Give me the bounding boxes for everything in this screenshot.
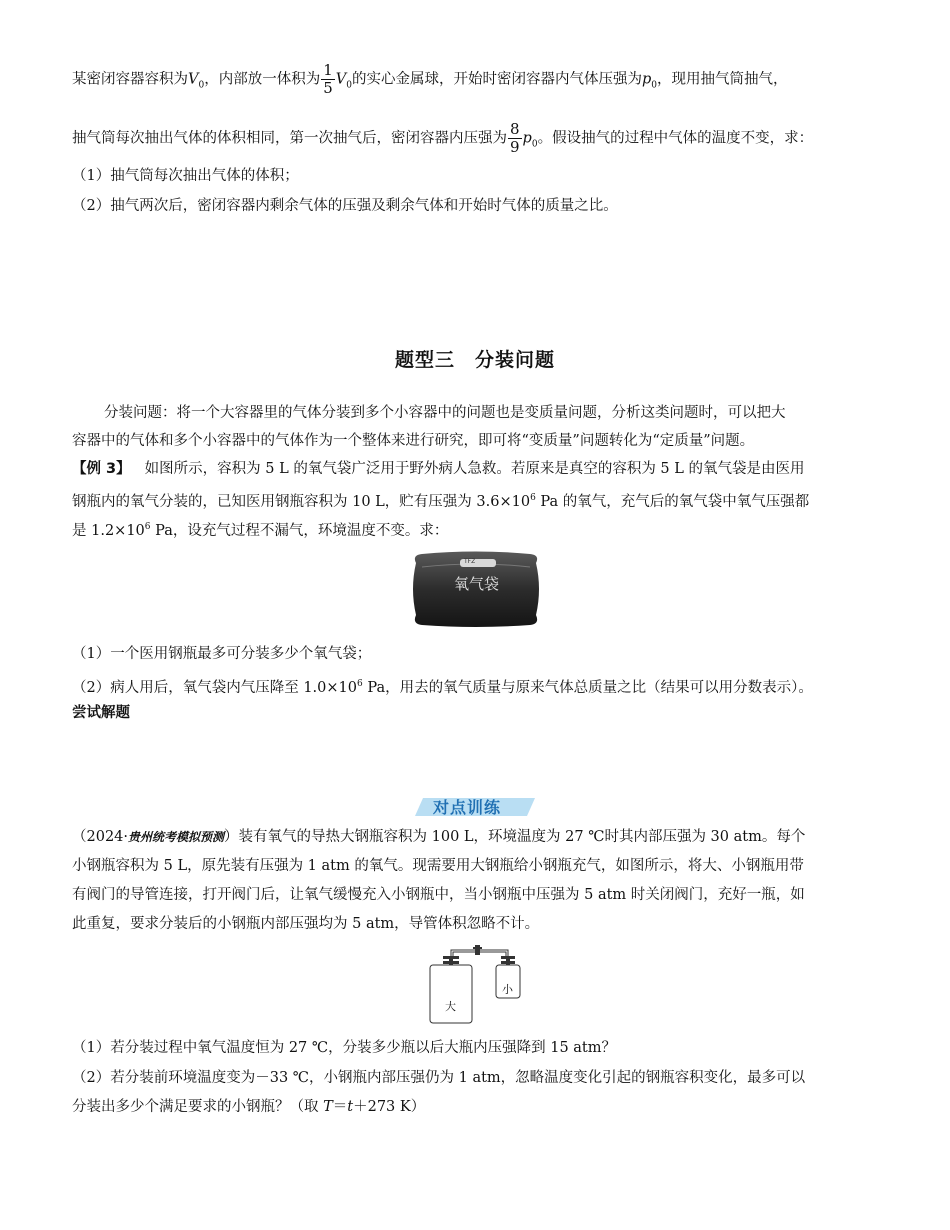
bag-label: 氧气袋 (454, 575, 500, 593)
fraction-one-fifth: $\frac{1}{5}$ (323, 61, 333, 97)
try-solve-heading: 尝试解题 (72, 705, 130, 721)
section-title: 题型三 分装问题 (394, 349, 555, 371)
exam-source-tag: 贵州统考模拟预测 (128, 830, 225, 844)
small-cylinder-label: 小 (502, 983, 513, 996)
practice-question-1: （1）若分装过程中氧气温度恒为 27 ℃，分装多少瓶以后大瓶内压强降到 15 atm？ (72, 1040, 617, 1056)
section-intro-line-2: 容器中的气体和多个小容器中的气体作为一个整体来进行研究，即可将“变质量”问题转化为“定质量”问题。 (72, 433, 755, 449)
example3-question-2: （2）病人用后，氧气袋内气压降至 $1.0\times 10^6$ Pa，用去的氧气质量与原来气体总质量之比（结果可以用分数表示）。 (72, 679, 813, 696)
problem-line-1: 某密闭容器容积为$V_0$，内部放一体积为 $\frac{1}{5}$ $V_0$的实心金属球，开始时密闭容器内气体压强为$p_0$，现用抽气筒抽气， (72, 61, 788, 97)
bag-brand-text: TFZ (464, 558, 476, 565)
practice-line-4: 此重复，要求分装后的小钢瓶内部压强均为 5 atm，导管体积忽略不计。 (72, 916, 540, 932)
section-intro-line-1: 分装问题：将一个大容器里的气体分装到多个小容器中的问题也是变质量问题，分析这类问题时，可以把大 (104, 405, 786, 421)
problem-question-1: （1）抽气筒每次抽出气体的体积； (72, 168, 299, 184)
example3-question-1: （1）一个医用钢瓶最多可分装多少个氧气袋； (72, 646, 372, 662)
example3-line-1: 【例 3】 如图所示，容积为 5 L 的氧气袋广泛用于野外病人急救。若原来是真空的容积为 5 L 的氧气袋是由医用 (72, 461, 805, 477)
problem-question-2: （2）抽气两次后，密闭容器内剩余气体的压强及剩余气体和开始时气体的质量之比。 (72, 198, 618, 214)
practice-line-1: （2024·贵州统考模拟预测）装有氧气的导热大钢瓶容积为 100 L，环境温度为 27 ℃时其内部压强为 30 atm。每个 (72, 829, 806, 845)
problem-line-2: 抽气筒每次抽出气体的体积相同，第一次抽气后，密闭容器内压强为 $\frac{8}{9}$ $p_0$。假设抽气的过程中气体的温度不变，求： (72, 120, 814, 156)
example3-line-2: 钢瓶内的氧气分装的，已知医用钢瓶容积为 10 L，贮有压强为 $3.6\times 10^6$ Pa 的氧气，充气后的氧气袋中氧气压强都 (72, 493, 810, 510)
example3-line-3: 是 $1.2\times 10^6$ Pa，设充气过程不漏气，环境温度不变。求： (72, 522, 449, 539)
practice-question-3: 分装出多少个满足要求的小钢瓶？（取 T＝t＋273 K） (72, 1099, 426, 1115)
oxygen-bag-image (408, 549, 544, 629)
practice-line-3: 有阀门的导管连接，打开阀门后，让氧气缓慢充入小钢瓶中，当小钢瓶中压强为 5 atm 时关闭阀门，充好一瓶，如 (72, 887, 805, 903)
practice-question-2: （2）若分装前环境温度变为－33 ℃，小钢瓶内部压强仍为 1 atm，忽略温度变化引起的钢瓶容积变化，最多可以 (72, 1070, 806, 1086)
practice-banner (415, 794, 535, 818)
cylinder-diagram (425, 944, 525, 1026)
example3-tag: 【例 3】 (72, 461, 131, 477)
practice-banner-text: 对点训练 (433, 798, 502, 817)
big-cylinder-label: 大 (445, 1000, 456, 1013)
fraction-eight-ninths: $\frac{8}{9}$ (510, 120, 520, 156)
practice-line-2: 小钢瓶容积为 5 L，原先装有压强为 1 atm 的氧气。现需要用大钢瓶给小钢瓶充气，如图所示，将大、小钢瓶用带 (72, 858, 804, 874)
